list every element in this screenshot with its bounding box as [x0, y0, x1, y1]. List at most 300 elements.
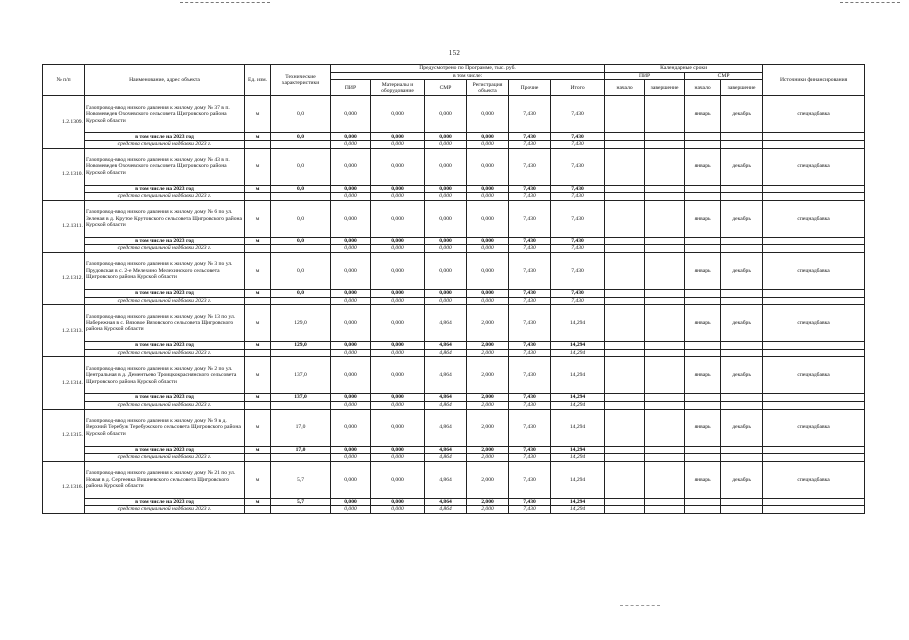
smr-cell: 4,864	[425, 409, 467, 446]
source-cell: спецнадбавка	[763, 305, 865, 342]
table-row	[43, 409, 865, 446]
pir-start-cell	[605, 305, 645, 342]
col-including: в том числе:	[331, 73, 605, 80]
unit-cell: м	[245, 289, 271, 297]
subtotal-row	[43, 185, 865, 193]
tech-cell: 0,0	[271, 252, 331, 289]
smr-cell: 0,000	[425, 252, 467, 289]
other-cell: 7,430	[509, 148, 551, 185]
other-cell: 7,430	[509, 506, 551, 514]
special-allowance-row	[43, 297, 865, 305]
other-cell: 7,430	[509, 200, 551, 237]
col-smr-start: начало	[685, 80, 721, 96]
empty-cell	[763, 506, 865, 514]
unit-cell: м	[245, 498, 271, 506]
subtotal-row	[43, 394, 865, 402]
pir-end-cell	[645, 252, 685, 289]
total-cell: 14,294	[551, 305, 605, 342]
pir-cell: 0,000	[331, 185, 371, 193]
col-calendar: Календарные сроки	[605, 65, 763, 73]
subtotal-label: в том числе на 2023 год	[85, 446, 245, 454]
object-name: Газопровод-ввод низкого давления к жилому дому № 6 по ул. Зеленая в д. Крутое Крутовского сельсовета Щигровского района Курской области	[85, 200, 245, 237]
smr-cell: 0,000	[425, 96, 467, 133]
subtotal-label: в том числе на 2023 год	[85, 498, 245, 506]
tech-cell: 0,0	[271, 185, 331, 193]
source-cell: спецнадбавка	[763, 148, 865, 185]
registration-cell: 0,000	[467, 245, 509, 253]
col-other: Прочие	[509, 80, 551, 96]
empty-cell	[763, 133, 865, 141]
registration-cell: 2,000	[467, 305, 509, 342]
registration-cell: 0,000	[467, 96, 509, 133]
registration-cell: 0,000	[467, 237, 509, 245]
special-label: средства специальной надбавки 2023 г.	[85, 401, 245, 409]
empty-cell	[645, 349, 685, 357]
smr-cell: 0,000	[425, 297, 467, 305]
empty-cell	[685, 141, 721, 149]
empty-cell	[721, 401, 763, 409]
tech-cell	[271, 193, 331, 201]
total-cell: 7,430	[551, 133, 605, 141]
other-cell: 7,430	[509, 193, 551, 201]
other-cell: 7,430	[509, 252, 551, 289]
smr-end-cell: декабрь	[721, 409, 763, 446]
subtotal-row	[43, 342, 865, 350]
materials-cell: 0,000	[371, 237, 425, 245]
tech-cell: 0,0	[271, 96, 331, 133]
total-cell: 7,430	[551, 193, 605, 201]
tech-cell: 0,0	[271, 237, 331, 245]
empty-cell	[605, 185, 645, 193]
pir-end-cell	[645, 409, 685, 446]
other-cell: 7,430	[509, 133, 551, 141]
registration-cell: 2,000	[467, 498, 509, 506]
registration-cell: 0,000	[467, 297, 509, 305]
registration-cell: 0,000	[467, 289, 509, 297]
empty-cell	[605, 133, 645, 141]
tech-cell: 17,0	[271, 446, 331, 454]
smr-start-cell: январь	[685, 409, 721, 446]
table-row	[43, 200, 865, 237]
other-cell: 7,430	[509, 454, 551, 462]
col-tech: Технические характеристики	[271, 65, 331, 96]
empty-cell	[763, 349, 865, 357]
empty-cell	[605, 349, 645, 357]
table-body	[43, 96, 865, 514]
pir-end-cell	[645, 96, 685, 133]
unit-cell	[245, 506, 271, 514]
smr-cell: 4,864	[425, 305, 467, 342]
total-cell: 7,430	[551, 148, 605, 185]
special-allowance-row	[43, 454, 865, 462]
materials-cell: 0,000	[371, 498, 425, 506]
total-cell: 7,430	[551, 141, 605, 149]
subtotal-label: в том числе на 2023 год	[85, 185, 245, 193]
pir-end-cell	[645, 357, 685, 394]
empty-cell	[685, 401, 721, 409]
scan-marks	[0, 0, 909, 14]
empty-cell	[645, 297, 685, 305]
subtotal-row	[43, 289, 865, 297]
empty-cell	[605, 394, 645, 402]
pir-start-cell	[605, 200, 645, 237]
tech-cell	[271, 454, 331, 462]
tech-cell	[271, 141, 331, 149]
registration-cell: 2,000	[467, 394, 509, 402]
pir-cell: 0,000	[331, 133, 371, 141]
tech-cell: 129,0	[271, 342, 331, 350]
smr-cell: 4,864	[425, 357, 467, 394]
smr-end-cell: декабрь	[721, 148, 763, 185]
unit-cell: м	[245, 185, 271, 193]
object-number: 1.2.1310.	[43, 148, 85, 200]
tech-cell: 0,0	[271, 289, 331, 297]
total-cell: 7,430	[551, 297, 605, 305]
empty-cell	[763, 237, 865, 245]
empty-cell	[685, 349, 721, 357]
tech-cell	[271, 297, 331, 305]
pir-cell: 0,000	[331, 409, 371, 446]
empty-cell	[685, 133, 721, 141]
subtotal-label: в том числе на 2023 год	[85, 394, 245, 402]
pir-cell: 0,000	[331, 506, 371, 514]
tech-cell: 0,0	[271, 148, 331, 185]
smr-end-cell: декабрь	[721, 200, 763, 237]
tech-cell: 0,0	[271, 133, 331, 141]
empty-cell	[645, 237, 685, 245]
object-name: Газопровод-ввод низкого давления к жилому дому № 37 в п. Новомеведев Охочевского сельсовета Щигровского района Курской области	[85, 96, 245, 133]
unit-cell: м	[245, 357, 271, 394]
materials-cell: 0,000	[371, 506, 425, 514]
pir-end-cell	[645, 148, 685, 185]
special-label: средства специальной надбавки 2023 г.	[85, 193, 245, 201]
registration-cell: 0,000	[467, 252, 509, 289]
empty-cell	[721, 185, 763, 193]
smr-cell: 4,864	[425, 342, 467, 350]
smr-cell: 0,000	[425, 148, 467, 185]
smr-cell: 4,864	[425, 401, 467, 409]
special-allowance-row	[43, 349, 865, 357]
materials-cell: 0,000	[371, 141, 425, 149]
smr-start-cell: январь	[685, 305, 721, 342]
empty-cell	[685, 394, 721, 402]
subtotal-row	[43, 498, 865, 506]
empty-cell	[721, 297, 763, 305]
smr-start-cell: январь	[685, 461, 721, 498]
other-cell: 7,430	[509, 409, 551, 446]
special-allowance-row	[43, 506, 865, 514]
col-funding-group: Предусмотрено по Программе, тыс. руб.	[331, 65, 605, 73]
tech-cell: 129,0	[271, 305, 331, 342]
object-number: 1.2.1316.	[43, 461, 85, 513]
empty-cell	[721, 245, 763, 253]
empty-cell	[721, 394, 763, 402]
empty-cell	[605, 498, 645, 506]
empty-cell	[605, 446, 645, 454]
pir-start-cell	[605, 461, 645, 498]
smr-cell: 4,864	[425, 446, 467, 454]
pir-cell: 0,000	[331, 446, 371, 454]
col-cal-pir: ПИР	[605, 73, 685, 80]
empty-cell	[645, 245, 685, 253]
pir-start-cell	[605, 96, 645, 133]
object-name: Газопровод-ввод низкого давления к жилому дому № 43 в п. Новомеведев Охочевского сельсовета Щигровского района Курской области	[85, 148, 245, 185]
pir-start-cell	[605, 409, 645, 446]
col-pir-end: завершение	[645, 80, 685, 96]
smr-start-cell: январь	[685, 148, 721, 185]
total-cell: 14,294	[551, 349, 605, 357]
total-cell: 7,430	[551, 200, 605, 237]
object-number: 1.2.1312.	[43, 252, 85, 304]
empty-cell	[763, 297, 865, 305]
registration-cell: 2,000	[467, 357, 509, 394]
table-row	[43, 305, 865, 342]
unit-cell: м	[245, 305, 271, 342]
pir-cell: 0,000	[331, 289, 371, 297]
other-cell: 7,430	[509, 394, 551, 402]
materials-cell: 0,000	[371, 289, 425, 297]
special-label: средства специальной надбавки 2023 г.	[85, 141, 245, 149]
special-allowance-row	[43, 141, 865, 149]
empty-cell	[685, 446, 721, 454]
registration-cell: 2,000	[467, 454, 509, 462]
unit-cell: м	[245, 409, 271, 446]
registration-cell: 0,000	[467, 200, 509, 237]
materials-cell: 0,000	[371, 185, 425, 193]
materials-cell: 0,000	[371, 297, 425, 305]
total-cell: 7,430	[551, 96, 605, 133]
other-cell: 7,430	[509, 96, 551, 133]
smr-cell: 0,000	[425, 200, 467, 237]
registration-cell: 2,000	[467, 461, 509, 498]
empty-cell	[685, 297, 721, 305]
subtotal-label: в том числе на 2023 год	[85, 289, 245, 297]
materials-cell: 0,000	[371, 349, 425, 357]
object-name: Газопровод-ввод низкого давления к жилому дому № 2 по ул. Центральная в д. Дементьево Троицкокраснянского сельсовета Щигровского района Курской области	[85, 357, 245, 394]
other-cell: 7,430	[509, 141, 551, 149]
tech-cell: 137,0	[271, 394, 331, 402]
empty-cell	[645, 394, 685, 402]
pir-cell: 0,000	[331, 200, 371, 237]
unit-cell	[245, 349, 271, 357]
empty-cell	[605, 401, 645, 409]
registration-cell: 2,000	[467, 349, 509, 357]
tech-cell: 17,0	[271, 409, 331, 446]
table-row	[43, 96, 865, 133]
empty-cell	[685, 245, 721, 253]
unit-cell	[245, 401, 271, 409]
empty-cell	[605, 245, 645, 253]
empty-cell	[721, 237, 763, 245]
total-cell: 14,294	[551, 446, 605, 454]
pir-cell: 0,000	[331, 349, 371, 357]
empty-cell	[763, 454, 865, 462]
smr-end-cell: декабрь	[721, 357, 763, 394]
tech-cell	[271, 349, 331, 357]
col-materials: Материалы и оборудование	[371, 80, 425, 96]
empty-cell	[645, 289, 685, 297]
source-cell: спецнадбавка	[763, 409, 865, 446]
subtotal-row	[43, 446, 865, 454]
pir-cell: 0,000	[331, 297, 371, 305]
smr-cell: 4,864	[425, 461, 467, 498]
smr-end-cell: декабрь	[721, 305, 763, 342]
tech-cell	[271, 401, 331, 409]
special-label: средства специальной надбавки 2023 г.	[85, 506, 245, 514]
unit-cell: м	[245, 237, 271, 245]
other-cell: 7,430	[509, 237, 551, 245]
registration-cell: 2,000	[467, 506, 509, 514]
empty-cell	[763, 394, 865, 402]
empty-cell	[645, 185, 685, 193]
subtotal-label: в том числе на 2023 год	[85, 133, 245, 141]
unit-cell	[245, 141, 271, 149]
smr-cell: 0,000	[425, 289, 467, 297]
materials-cell: 0,000	[371, 96, 425, 133]
empty-cell	[721, 498, 763, 506]
pir-cell: 0,000	[331, 454, 371, 462]
pir-start-cell	[605, 357, 645, 394]
empty-cell	[721, 133, 763, 141]
object-name: Газопровод-ввод низкого давления к жилому дому № 13 по ул. Набережная в с. Вязовое Вязовского сельсовета Щигровского района Курской области	[85, 305, 245, 342]
object-number: 1.2.1311.	[43, 200, 85, 252]
materials-cell: 0,000	[371, 461, 425, 498]
special-allowance-row	[43, 401, 865, 409]
special-label: средства специальной надбавки 2023 г.	[85, 454, 245, 462]
empty-cell	[763, 498, 865, 506]
total-cell: 14,294	[551, 342, 605, 350]
empty-cell	[605, 454, 645, 462]
other-cell: 7,430	[509, 357, 551, 394]
pir-cell: 0,000	[331, 498, 371, 506]
special-label: средства специальной надбавки 2023 г.	[85, 349, 245, 357]
tech-cell: 137,0	[271, 357, 331, 394]
smr-cell: 0,000	[425, 193, 467, 201]
pir-cell: 0,000	[331, 141, 371, 149]
total-cell: 7,430	[551, 185, 605, 193]
unit-cell	[245, 193, 271, 201]
col-smr-end: завершение	[721, 80, 763, 96]
empty-cell	[685, 289, 721, 297]
source-cell: спецнадбавка	[763, 461, 865, 498]
pir-cell: 0,000	[331, 193, 371, 201]
col-registration: Регистрация объекта	[467, 80, 509, 96]
registration-cell: 2,000	[467, 409, 509, 446]
total-cell: 7,430	[551, 289, 605, 297]
col-pir: ПИР	[331, 80, 371, 96]
smr-cell: 0,000	[425, 237, 467, 245]
col-pir-start: начало	[605, 80, 645, 96]
total-cell: 7,430	[551, 252, 605, 289]
smr-start-cell: январь	[685, 357, 721, 394]
other-cell: 7,430	[509, 446, 551, 454]
unit-cell: м	[245, 148, 271, 185]
pir-cell: 0,000	[331, 237, 371, 245]
subtotal-row	[43, 133, 865, 141]
tech-cell: 0,0	[271, 200, 331, 237]
total-cell: 7,430	[551, 245, 605, 253]
materials-cell: 0,000	[371, 148, 425, 185]
empty-cell	[721, 446, 763, 454]
object-number: 1.2.1309.	[43, 96, 85, 148]
empty-cell	[645, 454, 685, 462]
tech-cell: 5,7	[271, 461, 331, 498]
materials-cell: 0,000	[371, 446, 425, 454]
other-cell: 7,430	[509, 245, 551, 253]
empty-cell	[605, 297, 645, 305]
table-row	[43, 461, 865, 498]
empty-cell	[721, 342, 763, 350]
smr-cell: 0,000	[425, 133, 467, 141]
other-cell: 7,430	[509, 349, 551, 357]
source-cell: спецнадбавка	[763, 357, 865, 394]
smr-end-cell: декабрь	[721, 252, 763, 289]
empty-cell	[685, 237, 721, 245]
empty-cell	[685, 498, 721, 506]
empty-cell	[605, 289, 645, 297]
materials-cell: 0,000	[371, 133, 425, 141]
registration-cell: 0,000	[467, 133, 509, 141]
source-cell: спецнадбавка	[763, 200, 865, 237]
smr-cell: 0,000	[425, 185, 467, 193]
materials-cell: 0,000	[371, 401, 425, 409]
empty-cell	[763, 342, 865, 350]
empty-cell	[685, 185, 721, 193]
pir-end-cell	[645, 461, 685, 498]
smr-cell: 4,864	[425, 498, 467, 506]
unit-cell: м	[245, 252, 271, 289]
special-label: средства специальной надбавки 2023 г.	[85, 297, 245, 305]
materials-cell: 0,000	[371, 252, 425, 289]
materials-cell: 0,000	[371, 305, 425, 342]
empty-cell	[605, 141, 645, 149]
total-cell: 14,294	[551, 357, 605, 394]
other-cell: 7,430	[509, 289, 551, 297]
total-cell: 14,294	[551, 394, 605, 402]
empty-cell	[645, 498, 685, 506]
pir-cell: 0,000	[331, 245, 371, 253]
total-cell: 7,430	[551, 237, 605, 245]
col-unit: Ед. изм.	[245, 65, 271, 96]
other-cell: 7,430	[509, 401, 551, 409]
empty-cell	[645, 133, 685, 141]
registration-cell: 0,000	[467, 193, 509, 201]
pir-start-cell	[605, 148, 645, 185]
empty-cell	[685, 506, 721, 514]
empty-cell	[721, 289, 763, 297]
registration-cell: 0,000	[467, 148, 509, 185]
smr-end-cell: декабрь	[721, 461, 763, 498]
col-smr: СМР	[425, 80, 467, 96]
empty-cell	[763, 141, 865, 149]
unit-cell: м	[245, 394, 271, 402]
materials-cell: 0,000	[371, 357, 425, 394]
empty-cell	[721, 141, 763, 149]
source-cell: спецнадбавка	[763, 96, 865, 133]
total-cell: 14,294	[551, 401, 605, 409]
tech-cell	[271, 245, 331, 253]
pir-start-cell	[605, 252, 645, 289]
empty-cell	[685, 342, 721, 350]
empty-cell	[605, 506, 645, 514]
page-number: 152	[448, 49, 461, 57]
col-name: Наименование, адрес объекта	[85, 65, 245, 96]
subtotal-row	[43, 237, 865, 245]
pir-cell: 0,000	[331, 401, 371, 409]
col-sources: Источники финансирования	[763, 65, 865, 96]
unit-cell	[245, 245, 271, 253]
object-number: 1.2.1315.	[43, 409, 85, 461]
